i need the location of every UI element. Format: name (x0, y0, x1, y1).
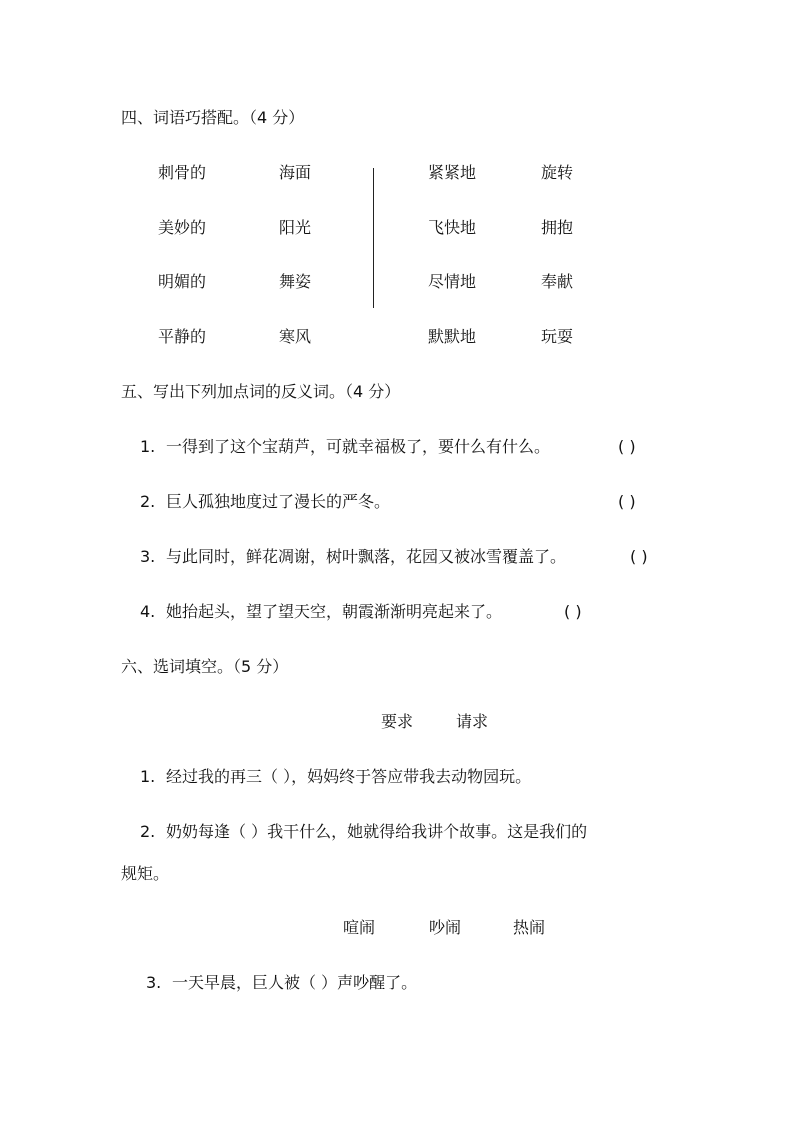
antonym-item-1-blank[interactable]: ( ) (618, 437, 636, 456)
fill-item-2-text: 奶奶每逢（ ）我干什么，她就得给我讲个故事。这是我们的 (166, 822, 588, 841)
match-right-adverb-3: 尽情地 (428, 272, 477, 291)
word-option-3: 喧闹 (343, 918, 376, 937)
match-left-word-4: 平静的 (158, 327, 207, 346)
antonym-item-2-blank[interactable]: ( ) (618, 492, 636, 511)
antonym-item-4-text: 她抬起头，望了望天空，朝霞渐渐明亮起来了。 (166, 602, 503, 621)
word-option-1: 要求 (381, 712, 414, 731)
match-right-adverb-2: 飞快地 (428, 218, 477, 237)
match-left-word-2: 美妙的 (158, 218, 207, 237)
match-right-verb-4: 玩耍 (541, 327, 574, 346)
fill-item-2-number: 2. (140, 822, 156, 841)
antonym-item-3-blank[interactable]: ( ) (630, 547, 648, 566)
word-option-2: 请求 (456, 712, 489, 731)
antonym-item-3-text: 与此同时，鲜花凋谢，树叶飘落，花园又被冰雪覆盖了。 (166, 547, 567, 566)
antonym-item-4-number: 4. (140, 602, 156, 621)
antonym-item-4-blank[interactable]: ( ) (564, 602, 582, 621)
match-right-verb-1: 旋转 (541, 163, 574, 182)
match-left-noun-4: 寒风 (279, 327, 312, 346)
word-option-5: 热闹 (513, 918, 546, 937)
antonym-item-1-number: 1. (140, 437, 156, 456)
match-right-adverb-1: 紧紧地 (428, 163, 477, 182)
column-divider (373, 168, 374, 308)
fill-item-3-number: 3. (146, 973, 162, 992)
section5-heading: 五、写出下列加点词的反义词。（4 分） (121, 382, 401, 401)
match-left-noun-1: 海面 (279, 163, 312, 182)
fill-item-3-text: 一天早晨，巨人被（ ）声吵醒了。 (172, 973, 418, 992)
match-left-noun-3: 舞姿 (279, 272, 312, 291)
fill-item-1-number: 1. (140, 767, 156, 786)
fill-item-2-continuation: 规矩。 (121, 864, 170, 883)
antonym-item-1-text: 一得到了这个宝葫芦，可就幸福极了，要什么有什么。 (166, 437, 551, 456)
match-right-verb-3: 奉献 (541, 272, 574, 291)
match-left-word-1: 刺骨的 (158, 163, 207, 182)
antonym-item-2-text: 巨人孤独地度过了漫长的严冬。 (166, 492, 391, 511)
antonym-item-3-number: 3. (140, 547, 156, 566)
word-option-4: 吵闹 (429, 918, 462, 937)
fill-item-1-text: 经过我的再三（ ），妈妈终于答应带我去动物园玩。 (166, 767, 532, 786)
match-right-adverb-4: 默默地 (428, 327, 477, 346)
section4-heading: 四、词语巧搭配。（4 分） (121, 108, 305, 127)
match-left-noun-2: 阳光 (279, 218, 312, 237)
match-right-verb-2: 拥抱 (541, 218, 574, 237)
antonym-item-2-number: 2. (140, 492, 156, 511)
match-left-word-3: 明媚的 (158, 272, 207, 291)
section6-heading: 六、选词填空。（5 分） (121, 657, 289, 676)
